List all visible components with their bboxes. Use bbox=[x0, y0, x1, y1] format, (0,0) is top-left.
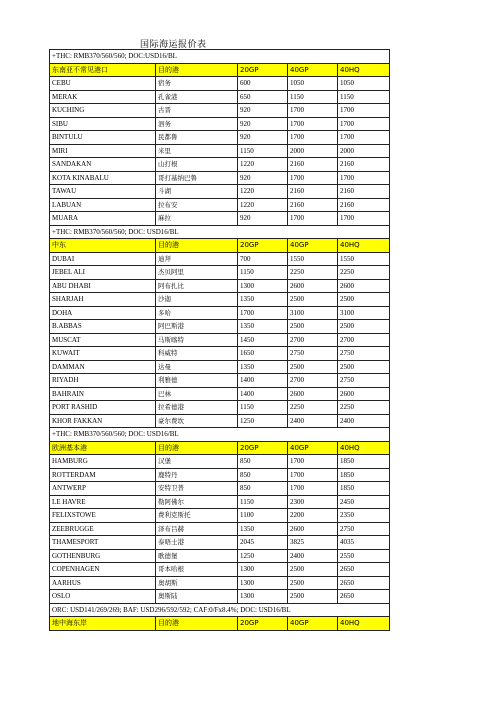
table-row bbox=[50, 455, 390, 469]
cell-port-cn: 汉堡 bbox=[156, 455, 238, 469]
cell-rate-40hq: 2250 bbox=[338, 266, 390, 280]
cell-port-en: BAHRAIN bbox=[50, 387, 156, 401]
cell-port-en: BINTULU bbox=[50, 131, 156, 145]
cell-rate-40gp: 2250 bbox=[288, 401, 338, 415]
cell-rate-20gp: 850 bbox=[238, 455, 288, 469]
cell-rate-40gp: 1050 bbox=[288, 77, 338, 91]
column-header-rate-40gp: 40GP bbox=[288, 441, 338, 455]
surcharge-note-row bbox=[50, 603, 390, 617]
cell-rate-40gp: 2500 bbox=[288, 576, 338, 590]
cell-rate-40hq: 1700 bbox=[338, 212, 390, 226]
cell-port-cn: 鹿特丹 bbox=[156, 468, 238, 482]
cell-rate-40gp: 2160 bbox=[288, 198, 338, 212]
column-header-rate-20gp: 20GP bbox=[238, 239, 288, 253]
cell-rate-40hq: 1550 bbox=[338, 252, 390, 266]
cell-rate-40gp: 2500 bbox=[288, 563, 338, 577]
table-row bbox=[50, 117, 390, 131]
cell-rate-20gp: 1150 bbox=[238, 401, 288, 415]
cell-port-en: TAWAU bbox=[50, 185, 156, 199]
cell-rate-40hq: 2350 bbox=[338, 509, 390, 523]
cell-port-en: HAMBURG bbox=[50, 455, 156, 469]
cell-rate-40hq: 2500 bbox=[338, 320, 390, 334]
cell-rate-20gp: 1350 bbox=[238, 320, 288, 334]
cell-rate-40gp: 2000 bbox=[288, 144, 338, 158]
cell-rate-20gp: 1700 bbox=[238, 306, 288, 320]
cell-rate-40hq: 2450 bbox=[338, 495, 390, 509]
cell-port-cn: 麻拉 bbox=[156, 212, 238, 226]
cell-rate-20gp: 920 bbox=[238, 212, 288, 226]
cell-port-cn: 泗务 bbox=[156, 117, 238, 131]
cell-rate-40gp: 2250 bbox=[288, 266, 338, 280]
table-row bbox=[50, 401, 390, 415]
table-row bbox=[50, 360, 390, 374]
cell-rate-40gp: 2700 bbox=[288, 374, 338, 388]
cell-rate-20gp: 1300 bbox=[238, 590, 288, 604]
cell-port-cn: 多哈 bbox=[156, 306, 238, 320]
cell-port-en: MUSCAT bbox=[50, 333, 156, 347]
table-row bbox=[50, 252, 390, 266]
table-row bbox=[50, 374, 390, 388]
cell-rate-40hq: 2500 bbox=[338, 293, 390, 307]
cell-rate-40gp: 2600 bbox=[288, 522, 338, 536]
table-row bbox=[50, 563, 390, 577]
cell-port-cn: 达曼 bbox=[156, 360, 238, 374]
cell-rate-40hq: 2750 bbox=[338, 522, 390, 536]
cell-port-en: DAMMAN bbox=[50, 360, 156, 374]
cell-rate-40hq: 1700 bbox=[338, 117, 390, 131]
cell-rate-20gp: 920 bbox=[238, 131, 288, 145]
cell-rate-40hq: 1700 bbox=[338, 131, 390, 145]
column-header-rate-40gp: 40GP bbox=[288, 239, 338, 253]
cell-port-cn: 巴林 bbox=[156, 387, 238, 401]
table-row bbox=[50, 158, 390, 172]
table-row bbox=[50, 198, 390, 212]
cell-port-en: MUARA bbox=[50, 212, 156, 226]
cell-port-cn: 民都鲁 bbox=[156, 131, 238, 145]
cell-rate-20gp: 1250 bbox=[238, 414, 288, 428]
surcharge-note: +THC: RMB370/560/560; DOC:USD16/BL bbox=[50, 50, 390, 64]
table-row bbox=[50, 509, 390, 523]
column-header-port-cn: 目的港 bbox=[156, 63, 238, 77]
table-row bbox=[50, 77, 390, 91]
cell-port-cn: 拉希德港 bbox=[156, 401, 238, 415]
column-header-rate-20gp: 20GP bbox=[238, 63, 288, 77]
cell-rate-40hq: 2160 bbox=[338, 158, 390, 172]
table-row bbox=[50, 536, 390, 550]
table-row bbox=[50, 495, 390, 509]
cell-port-cn: 哥本哈根 bbox=[156, 563, 238, 577]
cell-port-en: SANDAKAN bbox=[50, 158, 156, 172]
cell-rate-40gp: 2700 bbox=[288, 333, 338, 347]
section-header-row bbox=[50, 63, 390, 77]
column-header-rate-40hq: 40HQ bbox=[338, 617, 390, 631]
table-row bbox=[50, 266, 390, 280]
cell-rate-40hq: 1700 bbox=[338, 171, 390, 185]
cell-port-cn: 宿务 bbox=[156, 77, 238, 91]
cell-port-cn: 拉布安 bbox=[156, 198, 238, 212]
table-row bbox=[50, 549, 390, 563]
cell-port-cn: 勒阿佛尔 bbox=[156, 495, 238, 509]
table-row bbox=[50, 576, 390, 590]
table-row bbox=[50, 347, 390, 361]
cell-rate-20gp: 1100 bbox=[238, 509, 288, 523]
cell-port-cn: 迪拜 bbox=[156, 252, 238, 266]
cell-rate-20gp: 1350 bbox=[238, 522, 288, 536]
cell-rate-40gp: 2500 bbox=[288, 293, 338, 307]
surcharge-note-row bbox=[50, 50, 390, 64]
cell-port-cn: 斗湖 bbox=[156, 185, 238, 199]
column-header-rate-40hq: 40HQ bbox=[338, 63, 390, 77]
cell-rate-20gp: 850 bbox=[238, 482, 288, 496]
cell-rate-40hq: 2650 bbox=[338, 563, 390, 577]
cell-port-cn: 安特卫普 bbox=[156, 482, 238, 496]
region-header: 欧洲基本港 bbox=[50, 441, 156, 455]
table-row bbox=[50, 387, 390, 401]
cell-rate-40gp: 1700 bbox=[288, 455, 338, 469]
surcharge-note: ORC: USD141/269/269; BAF: USD296/592/592; CAF:0/Fx8.4%; DOC: USD16/BL bbox=[50, 603, 390, 617]
cell-rate-40hq: 2700 bbox=[338, 333, 390, 347]
cell-rate-20gp: 1220 bbox=[238, 198, 288, 212]
cell-port-en: ROTTERDAM bbox=[50, 468, 156, 482]
table-row bbox=[50, 306, 390, 320]
cell-port-en: THAMESPORT bbox=[50, 536, 156, 550]
cell-rate-20gp: 1650 bbox=[238, 347, 288, 361]
cell-rate-40hq: 2550 bbox=[338, 549, 390, 563]
region-header: 地中海东岸 bbox=[50, 617, 156, 631]
region-header: 东南亚不常见港口 bbox=[50, 63, 156, 77]
cell-rate-20gp: 1450 bbox=[238, 333, 288, 347]
column-header-rate-20gp: 20GP bbox=[238, 617, 288, 631]
cell-rate-20gp: 920 bbox=[238, 104, 288, 118]
cell-rate-40gp: 2500 bbox=[288, 360, 338, 374]
column-header-rate-40gp: 40GP bbox=[288, 617, 338, 631]
cell-port-cn: 豪尔费坎 bbox=[156, 414, 238, 428]
cell-port-cn: 奥胡斯 bbox=[156, 576, 238, 590]
cell-rate-40hq: 2160 bbox=[338, 198, 390, 212]
cell-port-en: DOHA bbox=[50, 306, 156, 320]
cell-port-cn: 沙迦 bbox=[156, 293, 238, 307]
cell-port-en: B.ABBAS bbox=[50, 320, 156, 334]
cell-rate-20gp: 1220 bbox=[238, 185, 288, 199]
cell-rate-20gp: 1150 bbox=[238, 266, 288, 280]
cell-rate-40hq: 2000 bbox=[338, 144, 390, 158]
cell-port-cn: 孔雀港 bbox=[156, 90, 238, 104]
cell-port-cn: 阿巴斯港 bbox=[156, 320, 238, 334]
column-header-port-cn: 目的港 bbox=[156, 441, 238, 455]
region-header: 中东 bbox=[50, 239, 156, 253]
cell-rate-20gp: 1250 bbox=[238, 549, 288, 563]
cell-rate-40gp: 1700 bbox=[288, 131, 338, 145]
table-row bbox=[50, 212, 390, 226]
table-row bbox=[50, 144, 390, 158]
cell-port-en: JEBEL ALI bbox=[50, 266, 156, 280]
cell-rate-40hq: 2400 bbox=[338, 414, 390, 428]
cell-rate-40hq: 1700 bbox=[338, 104, 390, 118]
cell-rate-40hq: 2650 bbox=[338, 576, 390, 590]
cell-port-cn: 阿布扎比 bbox=[156, 279, 238, 293]
surcharge-note: +THC: RMB370/560/560; DOC: USD16/BL bbox=[50, 428, 390, 442]
cell-rate-20gp: 1300 bbox=[238, 563, 288, 577]
cell-rate-20gp: 1350 bbox=[238, 293, 288, 307]
cell-port-cn: 泽布吕赫 bbox=[156, 522, 238, 536]
table-row bbox=[50, 522, 390, 536]
surcharge-note-row bbox=[50, 428, 390, 442]
cell-rate-40hq: 4035 bbox=[338, 536, 390, 550]
cell-rate-40gp: 2160 bbox=[288, 158, 338, 172]
section-header-row bbox=[50, 617, 390, 631]
cell-rate-20gp: 700 bbox=[238, 252, 288, 266]
cell-port-cn: 利雅德 bbox=[156, 374, 238, 388]
surcharge-note-row bbox=[50, 225, 390, 239]
cell-port-en: COPENHAGEN bbox=[50, 563, 156, 577]
cell-rate-40gp: 2300 bbox=[288, 495, 338, 509]
table-row bbox=[50, 104, 390, 118]
cell-rate-20gp: 650 bbox=[238, 90, 288, 104]
table-row bbox=[50, 90, 390, 104]
cell-port-en: PORT RASHID bbox=[50, 401, 156, 415]
cell-rate-20gp: 1400 bbox=[238, 374, 288, 388]
cell-rate-40hq: 2650 bbox=[338, 590, 390, 604]
table-row bbox=[50, 171, 390, 185]
cell-rate-20gp: 1300 bbox=[238, 279, 288, 293]
cell-rate-40gp: 2750 bbox=[288, 347, 338, 361]
cell-port-en: SHARJAH bbox=[50, 293, 156, 307]
cell-rate-20gp: 920 bbox=[238, 117, 288, 131]
cell-rate-20gp: 1150 bbox=[238, 495, 288, 509]
cell-rate-40hq: 1050 bbox=[338, 77, 390, 91]
document-title: 国际海运报价表 bbox=[140, 40, 207, 50]
cell-rate-40gp: 2160 bbox=[288, 185, 338, 199]
cell-port-en: MERAK bbox=[50, 90, 156, 104]
cell-port-en: RIYADH bbox=[50, 374, 156, 388]
cell-rate-40gp: 2200 bbox=[288, 509, 338, 523]
column-header-rate-20gp: 20GP bbox=[238, 441, 288, 455]
cell-rate-40gp: 2400 bbox=[288, 549, 338, 563]
cell-port-cn: 科威特 bbox=[156, 347, 238, 361]
freight-rate-table bbox=[49, 49, 390, 631]
cell-rate-40gp: 1700 bbox=[288, 212, 338, 226]
cell-port-en: AARHUS bbox=[50, 576, 156, 590]
cell-rate-40gp: 1700 bbox=[288, 468, 338, 482]
cell-rate-40gp: 3825 bbox=[288, 536, 338, 550]
cell-rate-40gp: 1700 bbox=[288, 117, 338, 131]
cell-port-cn: 歌德堡 bbox=[156, 549, 238, 563]
cell-rate-40gp: 2500 bbox=[288, 590, 338, 604]
table-row bbox=[50, 293, 390, 307]
cell-rate-20gp: 1350 bbox=[238, 360, 288, 374]
cell-rate-40gp: 3100 bbox=[288, 306, 338, 320]
cell-port-en: LE HAVRE bbox=[50, 495, 156, 509]
cell-rate-40hq: 2750 bbox=[338, 347, 390, 361]
cell-port-en: KUCHING bbox=[50, 104, 156, 118]
cell-port-en: KUWAIT bbox=[50, 347, 156, 361]
cell-port-en: ABU DHABI bbox=[50, 279, 156, 293]
cell-rate-40hq: 2750 bbox=[338, 374, 390, 388]
cell-port-en: ANTWERP bbox=[50, 482, 156, 496]
cell-port-en: LABUAN bbox=[50, 198, 156, 212]
column-header-rate-40hq: 40HQ bbox=[338, 441, 390, 455]
cell-rate-40gp: 2400 bbox=[288, 414, 338, 428]
cell-rate-40gp: 1700 bbox=[288, 104, 338, 118]
cell-port-en: KHOR FAKKAN bbox=[50, 414, 156, 428]
cell-rate-40hq: 2600 bbox=[338, 279, 390, 293]
cell-rate-20gp: 1300 bbox=[238, 576, 288, 590]
cell-rate-40gp: 2500 bbox=[288, 320, 338, 334]
cell-rate-40gp: 1700 bbox=[288, 482, 338, 496]
cell-rate-20gp: 600 bbox=[238, 77, 288, 91]
cell-port-cn: 马斯喀特 bbox=[156, 333, 238, 347]
cell-rate-40gp: 1150 bbox=[288, 90, 338, 104]
cell-rate-20gp: 850 bbox=[238, 468, 288, 482]
cell-rate-40gp: 2600 bbox=[288, 279, 338, 293]
cell-rate-40hq: 1850 bbox=[338, 482, 390, 496]
cell-port-cn: 古晋 bbox=[156, 104, 238, 118]
cell-port-en: GOTHENBURG bbox=[50, 549, 156, 563]
cell-rate-20gp: 1150 bbox=[238, 144, 288, 158]
cell-port-cn: 泰晤士港 bbox=[156, 536, 238, 550]
cell-rate-40hq: 3100 bbox=[338, 306, 390, 320]
cell-rate-40hq: 2600 bbox=[338, 387, 390, 401]
column-header-rate-40gp: 40GP bbox=[288, 63, 338, 77]
cell-port-en: SIBU bbox=[50, 117, 156, 131]
cell-rate-40hq: 1150 bbox=[338, 90, 390, 104]
table-row bbox=[50, 590, 390, 604]
section-header-row bbox=[50, 239, 390, 253]
table-row bbox=[50, 468, 390, 482]
cell-port-en: CEBU bbox=[50, 77, 156, 91]
table-row bbox=[50, 482, 390, 496]
cell-port-cn: 米里 bbox=[156, 144, 238, 158]
cell-rate-40hq: 1850 bbox=[338, 455, 390, 469]
cell-port-cn: 杰贝阿里 bbox=[156, 266, 238, 280]
table-row bbox=[50, 131, 390, 145]
cell-port-en: ZEEBRUGGE bbox=[50, 522, 156, 536]
cell-rate-40gp: 2600 bbox=[288, 387, 338, 401]
cell-rate-40gp: 1700 bbox=[288, 171, 338, 185]
cell-rate-20gp: 1400 bbox=[238, 387, 288, 401]
column-header-rate-40hq: 40HQ bbox=[338, 239, 390, 253]
cell-port-en: MIRI bbox=[50, 144, 156, 158]
cell-rate-40hq: 2160 bbox=[338, 185, 390, 199]
table-row bbox=[50, 185, 390, 199]
cell-port-cn: 山打根 bbox=[156, 158, 238, 172]
cell-port-cn: 费利克斯托 bbox=[156, 509, 238, 523]
cell-port-en: KOTA KINABALU bbox=[50, 171, 156, 185]
cell-rate-40hq: 2500 bbox=[338, 360, 390, 374]
cell-rate-40gp: 1550 bbox=[288, 252, 338, 266]
surcharge-note: +THC: RMB370/560/560; DOC: USD16/BL bbox=[50, 225, 390, 239]
table-row bbox=[50, 414, 390, 428]
cell-rate-40hq: 1850 bbox=[338, 468, 390, 482]
cell-rate-20gp: 2045 bbox=[238, 536, 288, 550]
cell-port-cn: 奥斯陆 bbox=[156, 590, 238, 604]
cell-port-cn: 哥打基纳巴鲁 bbox=[156, 171, 238, 185]
cell-rate-40hq: 2250 bbox=[338, 401, 390, 415]
column-header-port-cn: 目的港 bbox=[156, 239, 238, 253]
column-header-port-cn: 目的港 bbox=[156, 617, 238, 631]
cell-port-en: DUBAI bbox=[50, 252, 156, 266]
table-row bbox=[50, 333, 390, 347]
cell-port-en: FELIXSTOWE bbox=[50, 509, 156, 523]
cell-rate-20gp: 1220 bbox=[238, 158, 288, 172]
section-header-row bbox=[50, 441, 390, 455]
table-row bbox=[50, 320, 390, 334]
table-row bbox=[50, 279, 390, 293]
cell-port-en: OSLO bbox=[50, 590, 156, 604]
cell-rate-20gp: 920 bbox=[238, 171, 288, 185]
